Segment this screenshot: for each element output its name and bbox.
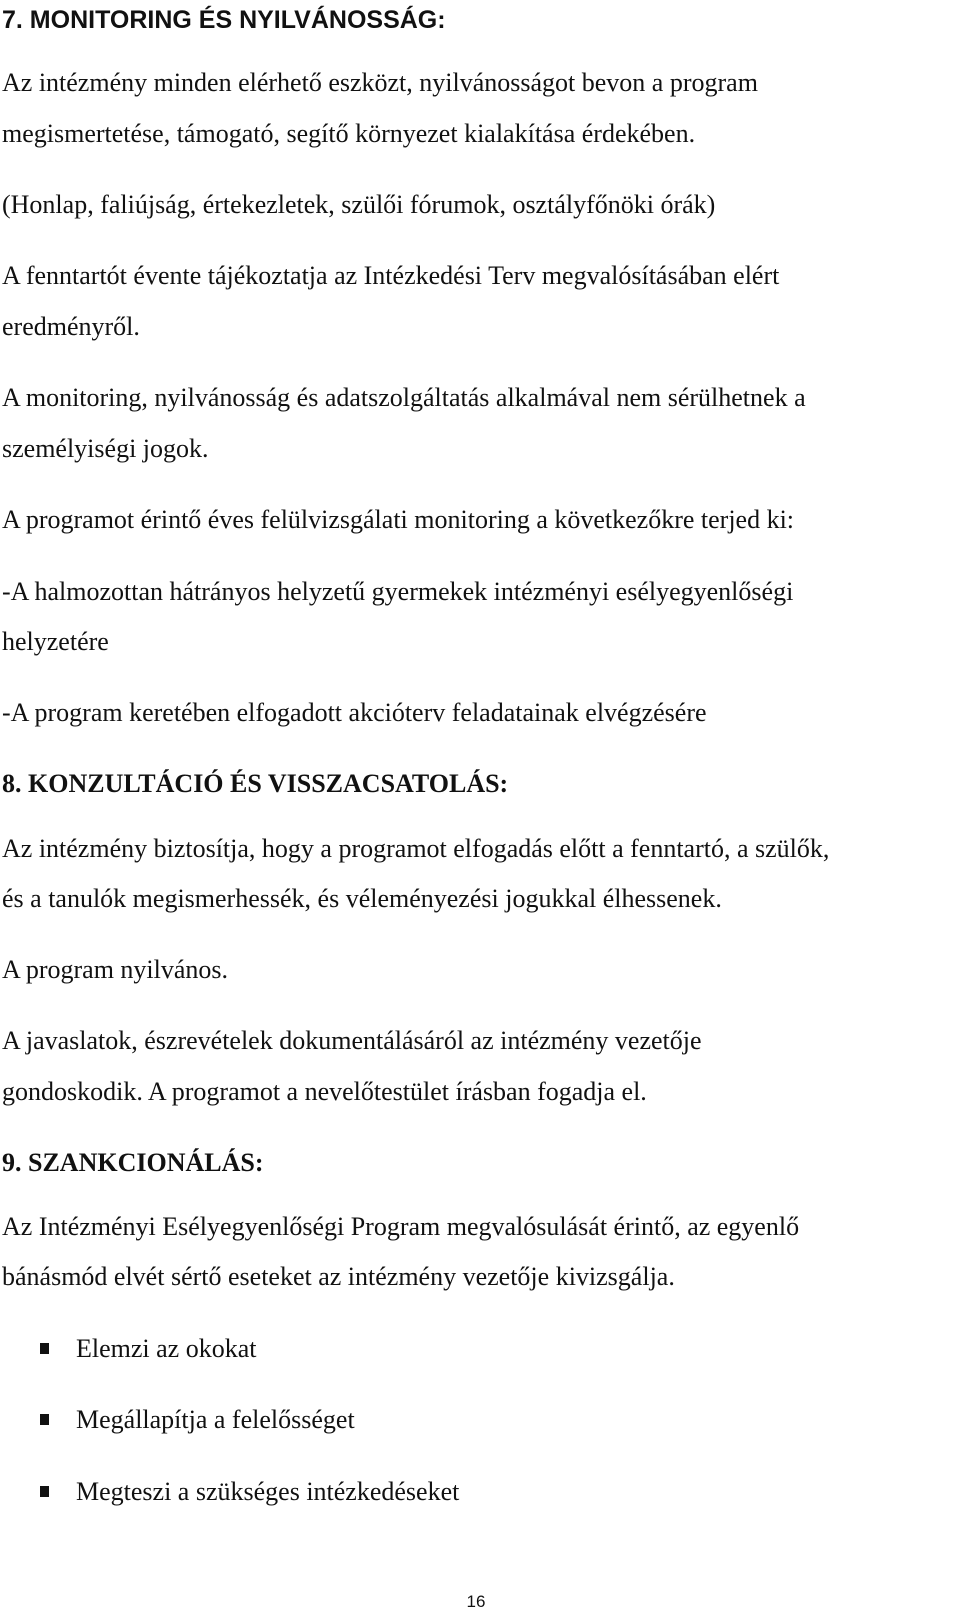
square-bullet-icon	[40, 1343, 49, 1354]
section-9-heading: 9. SZANKCIONÁLÁS:	[2, 1148, 264, 1177]
bullet-text: Megállapítja a felelősséget	[76, 1405, 355, 1434]
section-8-line-4: A javaslatok, észrevételek dokumentálásáról az intézmény vezetője	[2, 1026, 702, 1055]
square-bullet-icon	[40, 1414, 49, 1425]
section-8-heading: 8. KONZULTÁCIÓ ÉS VISSZACSATOLÁS:	[2, 769, 509, 798]
section-7-line-7: személyiségi jogok.	[2, 434, 209, 463]
page-number: 16	[466, 1592, 486, 1611]
section-7-line-10: helyzetére	[2, 627, 109, 656]
section-9-line-2: bánásmód elvét sértő eseteket az intézmény vezetője kivizsgálja.	[2, 1262, 675, 1291]
section-7-line-11: -A program keretében elfogadott akcióterv feladatainak elvégzésére	[2, 698, 707, 727]
section-7-line-9: -A halmozottan hátrányos helyzetű gyermekek intézményi esélyegyenlőségi	[2, 577, 794, 606]
section-7-heading: 7. MONITORING ÉS NYILVÁNOSSÁG:	[2, 6, 446, 34]
section-8-line-5: gondoskodik. A programot a nevelőtestület írásban fogadja el.	[2, 1077, 647, 1106]
section-7-line-4: A fenntartót évente tájékoztatja az Intézkedési Terv megvalósításában elért	[2, 261, 780, 290]
section-7-line-1: Az intézmény minden elérhető eszközt, nyilvánosságot bevon a program	[2, 68, 758, 97]
section-7-line-8: A programot érintő éves felülvizsgálati monitoring a következőkre terjed ki:	[2, 505, 795, 534]
section-7-line-5: eredményről.	[2, 312, 140, 341]
section-7-line-2: megismertetése, támogató, segítő környezet kialakítása érdekében.	[2, 119, 696, 148]
section-7-line-6: A monitoring, nyilvánosság és adatszolgáltatás alkalmával nem sérülhetnek a	[2, 383, 806, 412]
section-8-line-1: Az intézmény biztosítja, hogy a programot elfogadás előtt a fenntartó, a szülők,	[2, 834, 830, 863]
section-7-line-3: (Honlap, faliújság, értekezletek, szülői fórumok, osztályfőnöki órák)	[2, 190, 716, 219]
section-8-line-3: A program nyilvános.	[2, 955, 229, 984]
bullet-text: Megteszi a szükséges intézkedéseket	[76, 1477, 460, 1506]
section-9-line-1: Az Intézményi Esélyegyenlőségi Program megvalósulását érintő, az egyenlő	[2, 1212, 800, 1241]
square-bullet-icon	[40, 1486, 49, 1497]
bullet-text: Elemzi az okokat	[76, 1334, 257, 1363]
section-8-line-2: és a tanulók megismerhessék, és véleményezési jogukkal élhessenek.	[2, 884, 722, 913]
